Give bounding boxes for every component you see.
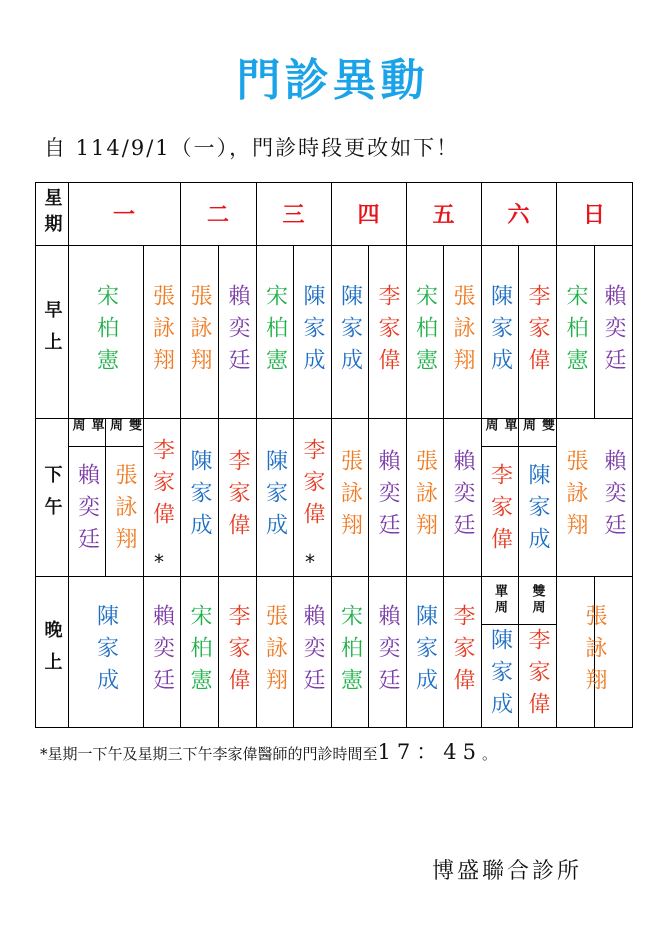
footnote [40, 736, 497, 766]
slot-sun-pm-2: 賴奕廷 [601, 449, 626, 545]
slot-mon-pm-odd: 賴奕廷 [74, 463, 100, 559]
slot-wed-pm-2: 李家偉 [300, 438, 325, 534]
slot-thu-pm-2: 賴奕廷 [375, 449, 400, 545]
slot-thu-eve-1: 宋柏憲 [337, 603, 363, 700]
notice-subtitle: 自 114/9/1（一），門診時段更改如下！ [44, 136, 460, 160]
asterisk-mon: * [154, 550, 164, 574]
slot-wed-eve-1: 張詠翔 [262, 603, 288, 700]
slot-thu-pm-1: 張詠翔 [337, 449, 363, 545]
row-evening: 晚上 [41, 619, 63, 684]
week-even-label: 雙周 [520, 418, 554, 434]
slot-tue-eve-2: 李家偉 [225, 603, 250, 700]
slot-sat-eve-even: 李家偉 [525, 627, 550, 724]
week-odd-label: 單周 [492, 584, 507, 616]
slot-sun-am-1: 宋柏憲 [563, 283, 588, 380]
slot-thu-am-1: 陳家成 [337, 283, 363, 380]
slot-mon-am-1: 宋柏憲 [93, 283, 119, 380]
slot-fri-eve-1: 陳家成 [412, 603, 438, 700]
footnote-time: 17：45 [377, 740, 482, 764]
slot-fri-pm-2: 賴奕廷 [450, 449, 475, 545]
slot-mon-pm-2: 李家偉 [149, 438, 175, 534]
slot-sat-am-2: 李家偉 [525, 283, 550, 380]
slot-sat-am-1: 陳家成 [487, 283, 513, 380]
slot-tue-am-1: 張詠翔 [187, 283, 212, 380]
slot-wed-am-1: 宋柏憲 [262, 283, 288, 380]
slot-sun-am-2: 賴奕廷 [601, 283, 626, 380]
slot-wed-am-2: 陳家成 [300, 283, 325, 380]
clinic-signature: 博盛聯合診所 [432, 859, 583, 884]
slot-sat-pm-even: 陳家成 [525, 463, 550, 559]
day-sat: 六 [507, 203, 530, 228]
schedule-table [35, 182, 633, 728]
slot-sat-eve-odd: 陳家成 [487, 627, 513, 724]
slot-tue-am-2: 賴奕廷 [225, 283, 250, 380]
slot-tue-pm-1: 陳家成 [187, 449, 212, 545]
slot-wed-pm-1: 陳家成 [262, 449, 288, 545]
day-sun: 日 [582, 203, 605, 228]
slot-fri-eve-2: 李家偉 [450, 603, 475, 700]
day-tue: 二 [206, 203, 229, 228]
slot-thu-eve-2: 賴奕廷 [375, 603, 400, 700]
slot-fri-pm-1: 張詠翔 [412, 449, 438, 545]
slot-mon-eve-1: 陳家成 [93, 603, 119, 700]
slot-mon-eve-2: 賴奕廷 [149, 603, 175, 700]
week-odd-label: 單周 [482, 418, 517, 434]
slot-fri-am-2: 張詠翔 [450, 283, 475, 380]
slot-sun-pm-1: 張詠翔 [563, 449, 588, 545]
week-even-label: 雙周 [107, 418, 141, 434]
slot-thu-am-2: 李家偉 [375, 283, 400, 380]
day-fri: 五 [432, 203, 455, 228]
slot-mon-am-2: 張詠翔 [149, 283, 175, 380]
weekday-header: 星期 [41, 187, 63, 240]
row-afternoon: 下午 [41, 465, 63, 529]
page-title: 門診異動 [236, 55, 429, 106]
slot-sat-pm-odd: 李家偉 [487, 463, 513, 559]
slot-fri-am-1: 宋柏憲 [412, 283, 438, 380]
slot-mon-pm-even: 張詠翔 [112, 463, 137, 559]
week-even-label: 雙周 [529, 584, 545, 616]
row-morning: 早上 [41, 299, 63, 364]
slot-wed-eve-2: 賴奕廷 [300, 603, 325, 700]
day-mon: 一 [112, 203, 135, 228]
footnote-end: 。 [481, 745, 497, 763]
week-odd-label: 單周 [69, 418, 104, 434]
slot-tue-pm-2: 李家偉 [225, 449, 250, 545]
slot-sun-eve-1: 張詠翔 [582, 603, 607, 700]
day-wed: 三 [282, 203, 305, 228]
footnote-text: *星期一下午及星期三下午李家偉醫師的門診時間至 [40, 745, 378, 763]
day-thu: 四 [357, 203, 380, 228]
slot-tue-eve-1: 宋柏憲 [187, 603, 212, 700]
asterisk-wed: * [305, 550, 315, 574]
